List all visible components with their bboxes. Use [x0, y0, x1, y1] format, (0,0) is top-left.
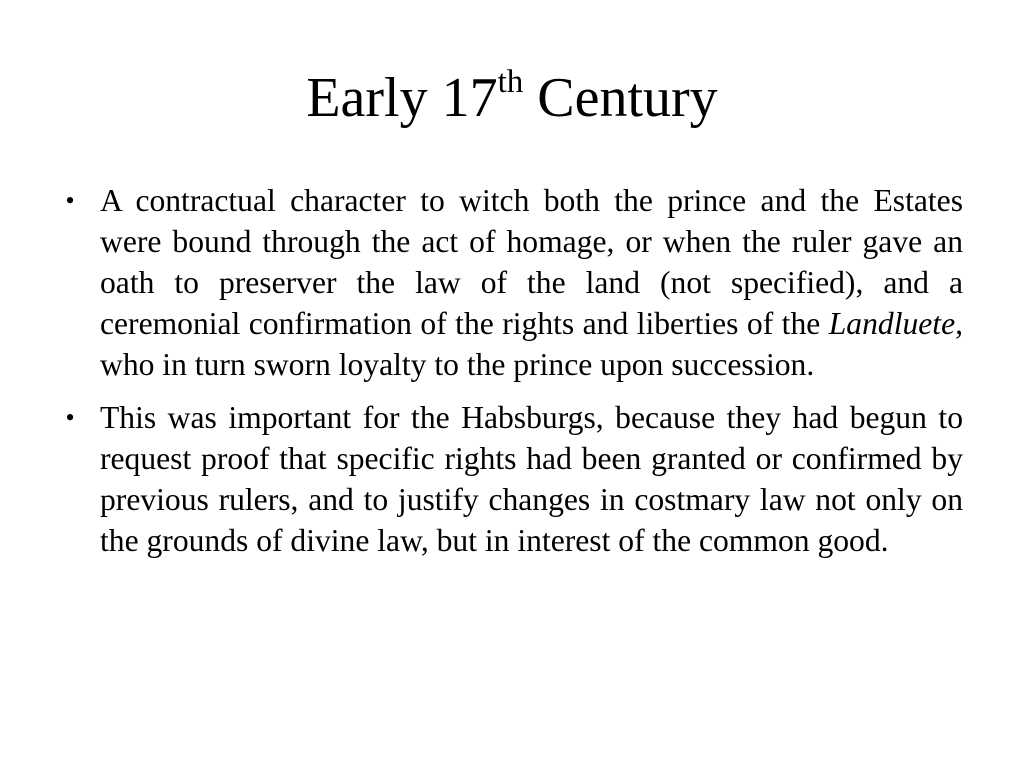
bullet-text-italic-term: Landluete,: [828, 306, 963, 341]
bullet-list: [60, 180, 963, 573]
bullet-dot-icon: •: [65, 186, 75, 215]
bullet-text-part: who in turn sworn loyalty to the prince upon succession.: [100, 347, 815, 382]
bullet-text: [100, 183, 963, 382]
bullet-dot-icon: •: [65, 403, 75, 432]
slide-title: [0, 62, 1024, 134]
bullet-item-contractual-character: [60, 180, 963, 385]
bullet-text-part: A contractual character to witch both the prince and the Estates were bound through the act of homage, or when the ruler gave an oath to preserver the law of the land (not specified), and a ceremonial confirmation of the rights and liberties of the: [100, 183, 963, 341]
bullet-item-habsburgs: [60, 397, 963, 561]
bullet-text: This was important for the Habsburgs, because they had begun to request proof that specific rights had been granted or confirmed by previous rulers, and to justify changes in costmary law not only on the grounds of divine law, but in interest of the common good.: [100, 400, 963, 558]
title-prefix: Early 17: [306, 67, 498, 129]
title-suffix: Century: [523, 67, 718, 129]
title-superscript: th: [497, 64, 524, 101]
